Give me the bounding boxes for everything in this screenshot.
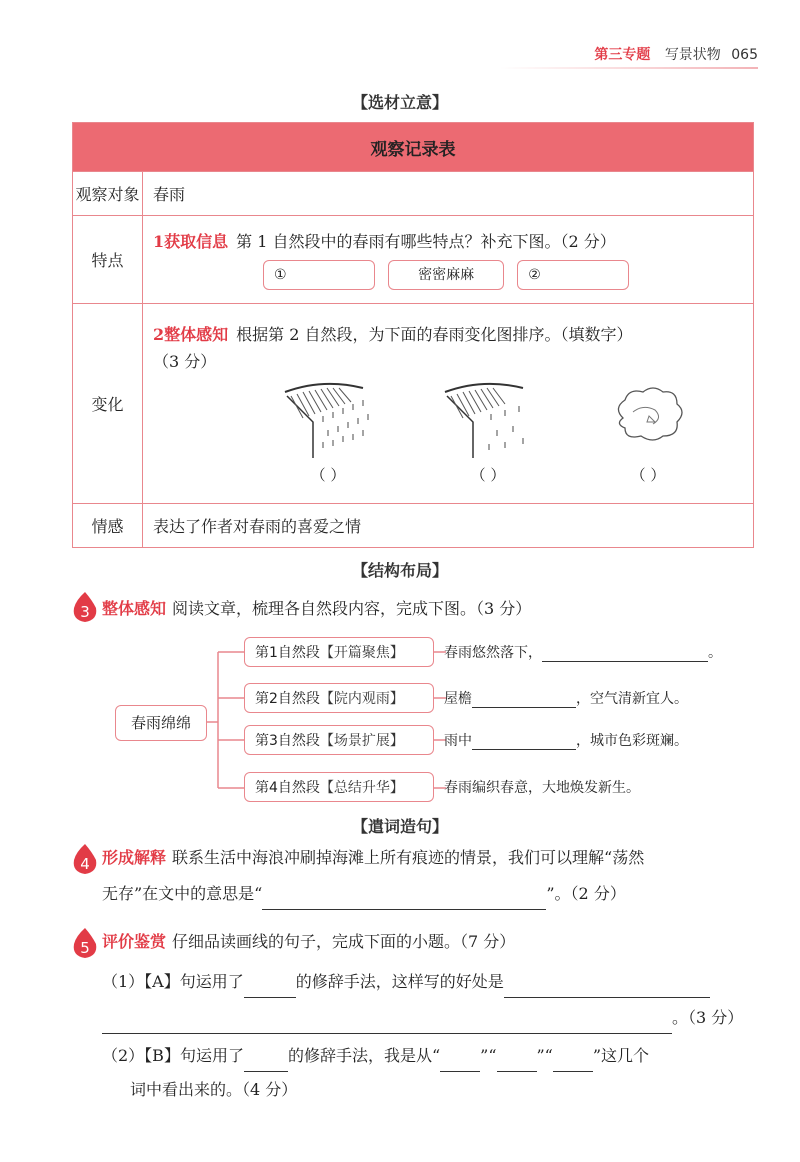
row-change	[143, 304, 754, 504]
para-4-focus: 【总结升华】	[319, 780, 404, 796]
q5-tag: 评价鉴赏	[102, 932, 167, 951]
q5-sub1-blank-rhetoric[interactable]	[244, 981, 296, 998]
q5-sub2-line1	[102, 1040, 762, 1072]
figure-2-answer[interactable]: （ ）	[470, 466, 506, 484]
para-2-pre: 屋檐	[444, 691, 472, 707]
para-3-summary	[444, 730, 688, 750]
q4-number: 4	[80, 855, 90, 873]
q2-tag: 2整体感知	[153, 325, 229, 344]
para-2-blank[interactable]	[472, 691, 576, 708]
feature-blank-2[interactable]: ②	[517, 260, 629, 290]
q3-number-badge	[70, 590, 100, 624]
q3-tag: 整体感知	[102, 599, 167, 618]
rain-figure-2	[423, 378, 553, 485]
para-1-summary	[444, 642, 722, 662]
eave-heavy-rain-icon	[283, 378, 373, 460]
q1-tag: 1获取信息	[153, 232, 229, 251]
mindmap-center: 春雨绵绵	[115, 705, 207, 741]
q4-line-1	[102, 842, 762, 874]
q5-sub1-a: （1）【A】句运用了	[102, 972, 244, 991]
row-value-emotion: 表达了作者对春雨的喜爱之情	[143, 504, 754, 548]
q4-line-2	[102, 878, 762, 910]
para-3-pre: 雨中	[444, 733, 472, 749]
para-2-name: 第2自然段	[255, 691, 320, 707]
q5-sub1-line1	[102, 966, 762, 998]
para-2-post: ，空气清新宜人。	[576, 691, 688, 707]
q4-text-2: 无存”在文中的意思是“	[102, 884, 263, 903]
table-title: 观察记录表	[73, 123, 754, 172]
para-4-pre: 春雨编织春意，大地焕发新生。	[444, 780, 640, 796]
page-header	[594, 44, 758, 64]
q5-sub2-blank-word-3[interactable]	[553, 1055, 593, 1072]
para-box-1	[244, 637, 434, 667]
q5-text: 仔细品读画线的句子，完成下面的小题。（7 分）	[172, 932, 516, 951]
para-3-blank[interactable]	[472, 733, 576, 750]
q5-number: 5	[80, 939, 90, 957]
feature-dense: 密密麻麻	[388, 260, 504, 290]
para-4-summary	[444, 777, 640, 797]
para-3-name: 第3自然段	[255, 733, 320, 749]
q5-sub2-b: 的修辞手法，我是从“	[287, 1046, 441, 1065]
q3-heading	[102, 596, 531, 619]
section-title-structure: 【结构布局】	[351, 561, 448, 580]
q5-sub2-blank-rhetoric[interactable]	[244, 1055, 288, 1072]
row-label-emotion: 情感	[73, 504, 143, 548]
row-value-object: 春雨	[143, 172, 754, 216]
section-title-material: 【选材立意】	[351, 93, 448, 112]
q5-sub2-blank-word-1[interactable]	[440, 1055, 480, 1072]
para-1-post: 。	[708, 645, 722, 661]
header-subtitle: 写景状物	[664, 47, 721, 63]
eave-light-rain-icon	[443, 378, 533, 460]
para-3-post: ，城市色彩斑斓。	[576, 733, 688, 749]
q5-sub2-d: ”“	[536, 1046, 553, 1065]
para-box-3	[244, 725, 434, 755]
rain-figure-3	[583, 378, 713, 485]
figure-1-answer[interactable]: （ ）	[310, 466, 346, 484]
q4-number-badge	[70, 842, 100, 876]
para-1-name: 第1自然段	[255, 645, 320, 661]
q4-blank[interactable]	[262, 893, 546, 910]
q5-sub2-line2: 词中看出来的。（4 分）	[130, 1080, 298, 1099]
section-title-wording: 【遣词造句】	[351, 817, 448, 836]
rain-figure-1	[263, 378, 393, 485]
q4-tag: 形成解释	[102, 848, 167, 867]
feature-blank-1[interactable]: ①	[263, 260, 375, 290]
q4-text-3: ”。（2 分）	[546, 884, 626, 903]
q5-sub1-line2	[102, 1002, 762, 1034]
row-label-features: 特点	[73, 216, 143, 304]
q5-sub1-b: 的修辞手法，这样写的好处是	[295, 972, 504, 991]
para-1-blank[interactable]	[542, 645, 708, 662]
header-topic: 第三专题	[594, 47, 651, 63]
para-1-pre: 春雨悠然落下，	[444, 645, 542, 661]
q5-sub1-blank-benefit-2[interactable]	[102, 1017, 672, 1034]
row-features	[143, 216, 754, 304]
q5-sub1-blank-benefit[interactable]	[504, 981, 710, 998]
q1-question: 第 1 自然段中的春雨有哪些特点？补充下图。（2 分）	[236, 232, 616, 251]
tree-connector	[200, 640, 250, 790]
row-label-change: 变化	[73, 304, 143, 504]
header-rule	[500, 67, 758, 69]
q4-text-1: 联系生活中海浪冲刷掉海滩上所有痕迹的情景，我们可以理解“荡然	[172, 848, 645, 867]
q5-sub2-c: ”“	[480, 1046, 497, 1065]
para-2-summary	[444, 688, 688, 708]
observation-table	[72, 122, 754, 548]
q2-score: （3 分）	[153, 352, 217, 371]
para-3-focus: 【场景扩展】	[319, 733, 404, 749]
q5-sub2-blank-word-2[interactable]	[497, 1055, 537, 1072]
q5-line-1	[102, 926, 762, 958]
para-2-focus: 【院内观雨】	[319, 691, 404, 707]
q5-sub2-e: ”这几个	[592, 1046, 650, 1065]
q3-text: 阅读文章，梳理各自然段内容，完成下图。（3 分）	[172, 599, 532, 618]
rain-cloud-icon	[603, 378, 693, 460]
para-1-focus: 【开篇聚焦】	[319, 645, 404, 661]
page-number: 065	[731, 47, 758, 63]
para-box-4	[244, 772, 434, 802]
figure-3-answer[interactable]: （ ）	[630, 466, 666, 484]
row-label-object: 观察对象	[73, 172, 143, 216]
para-box-2	[244, 683, 434, 713]
q5-number-badge	[70, 926, 100, 960]
para-4-name: 第4自然段	[255, 780, 320, 796]
q2-question: 根据第 2 自然段，为下面的春雨变化图排序。（填数字）	[236, 325, 633, 344]
q5-sub2-a: （2）【B】句运用了	[102, 1046, 244, 1065]
q3-number: 3	[80, 603, 90, 621]
q5-sub1-end: 。（3 分）	[672, 1008, 744, 1027]
